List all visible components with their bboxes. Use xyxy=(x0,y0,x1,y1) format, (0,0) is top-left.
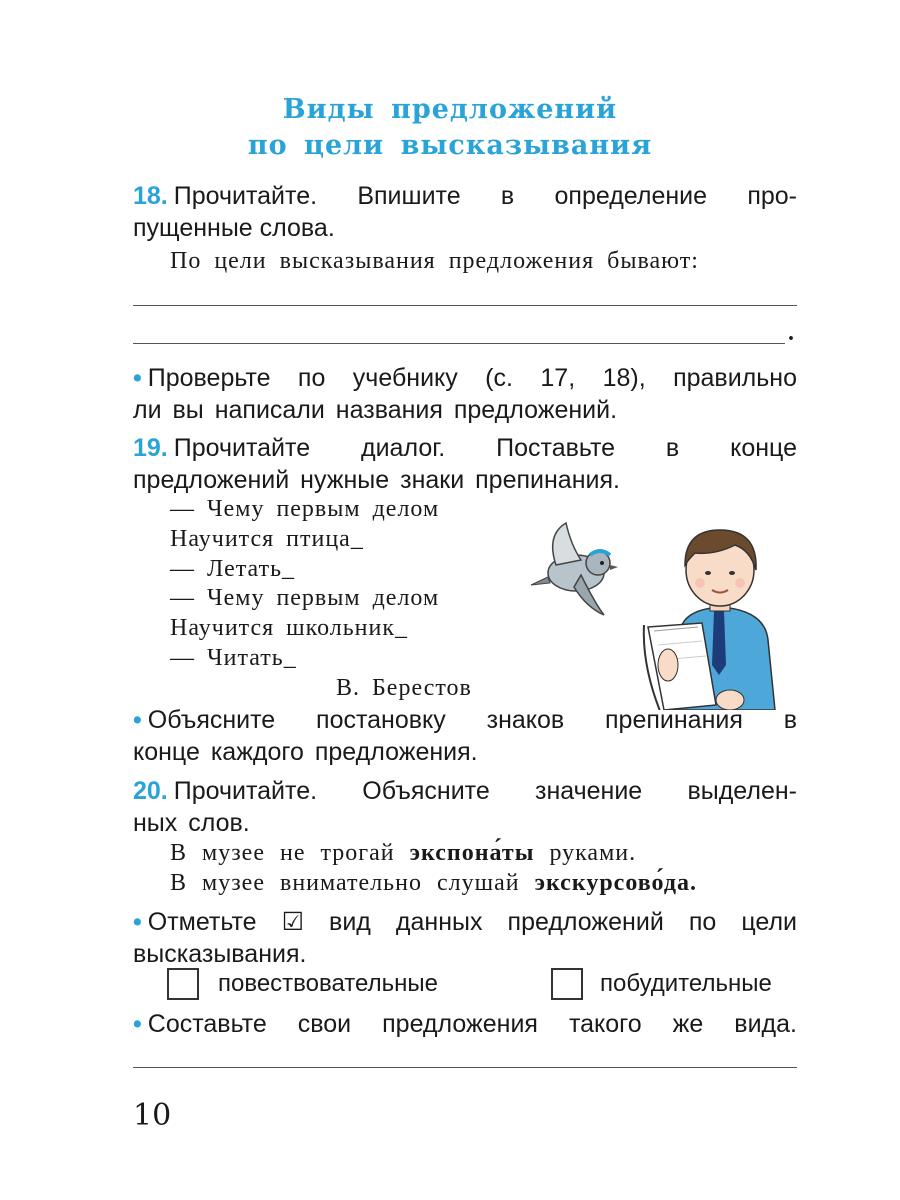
page-title-line2: по цели высказывания xyxy=(247,130,653,161)
poem-line: — Читать_ xyxy=(170,645,297,671)
task18-definition: По цели высказывания предложения бывают: xyxy=(170,248,699,274)
task20-sentence2: В музее внимательно слушай экскурсово́да. xyxy=(170,870,697,896)
poem-line: — Чему первым делом xyxy=(170,585,440,611)
task-number: 18. xyxy=(133,182,168,210)
task20-line1: 20. Прочитайте. Объясните значение выделен- xyxy=(133,777,797,805)
period-mark: . xyxy=(788,320,794,346)
task19-line1: 19. Прочитайте диалог. Поставьте в конце xyxy=(133,434,797,462)
bullet-icon: • xyxy=(133,706,142,734)
poem-line: — Летать_ xyxy=(170,556,296,582)
bullet2-line2: конце каждого предложения. xyxy=(133,738,478,766)
highlighted-word: экспона́ты xyxy=(409,840,535,866)
bullet1-line1: • Проверьте по учебнику (с. 17, 18), правильно xyxy=(133,364,797,392)
bullet4-line: • Составьте свои предложения такого же вида. xyxy=(133,1010,797,1038)
highlighted-word: экскурсово́да. xyxy=(534,870,697,896)
answer-line[interactable] xyxy=(133,305,797,306)
bullet-icon: • xyxy=(133,1010,142,1038)
task-number: 20. xyxy=(133,777,168,805)
page-number: 10 xyxy=(133,1098,172,1133)
checkbox-narrative[interactable] xyxy=(167,968,199,1000)
page-title-line1: Виды предложений xyxy=(282,94,618,125)
bullet3-line1: • Отметьте ☑ вид данных предложений по цели xyxy=(133,908,797,936)
bird-illustration xyxy=(526,515,626,625)
task-number: 19. xyxy=(133,434,168,462)
checkbox-imperative[interactable] xyxy=(551,968,583,1000)
boy-reading-illustration xyxy=(640,515,800,710)
bullet-icon: • xyxy=(133,364,142,392)
bullet2-line1: • Объясните постановку знаков препинания в xyxy=(133,706,797,734)
task19-line2: предложений нужные знаки препинания. xyxy=(133,466,620,494)
checkbox-imperative-label: побудительные xyxy=(600,970,772,997)
poem-line: — Чему первым делом xyxy=(170,496,440,522)
answer-line[interactable] xyxy=(133,1067,797,1068)
bullet1-line2: ли вы написали названия предложений. xyxy=(133,396,618,424)
task20-sentence1: В музее не трогай экспона́ты руками. xyxy=(170,840,637,866)
poem-line: Научится птица_ xyxy=(170,526,364,552)
poem-line: Научится школьник_ xyxy=(170,615,409,641)
task20-line2: ных слов. xyxy=(133,809,250,837)
bullet3-line2: высказывания. xyxy=(133,940,307,968)
checkbox-narrative-label: повествовательные xyxy=(218,970,438,997)
poem-author: В. Берестов xyxy=(336,675,472,701)
answer-line[interactable] xyxy=(133,343,785,344)
task18-line1: 18. Прочитайте. Впишите в определение про- xyxy=(133,182,797,210)
bullet-icon: • xyxy=(133,908,142,936)
task18-line2: пущенные слова. xyxy=(133,214,335,242)
